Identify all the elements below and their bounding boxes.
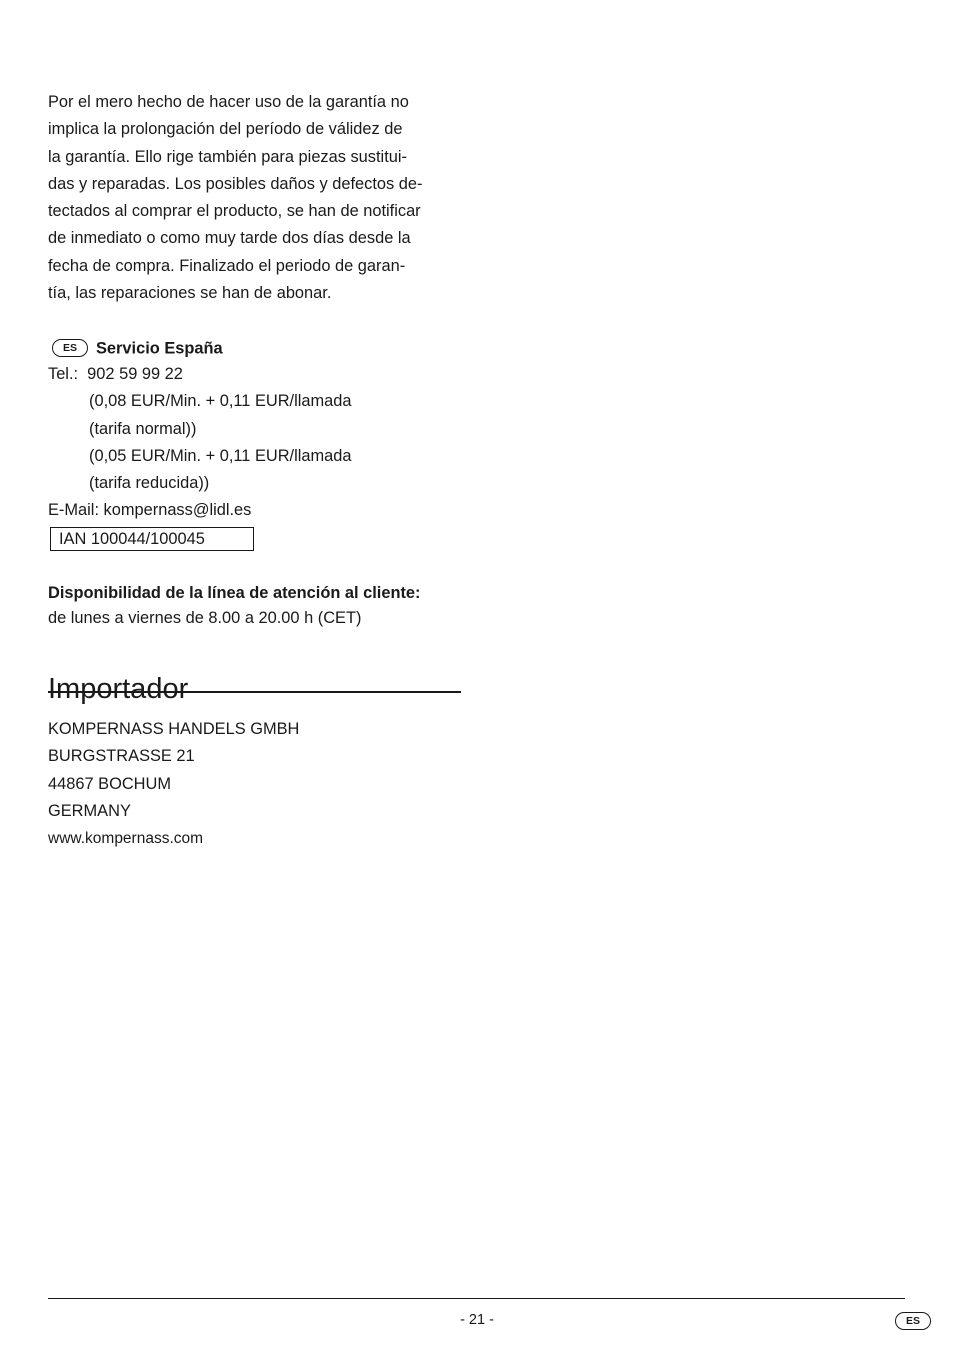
- importer-address: [48, 716, 299, 852]
- footer-divider: [48, 1298, 905, 1299]
- paragraph-line: de inmediato o como muy tarde dos días desde la: [48, 229, 411, 248]
- paragraph-line: das y reparadas. Los posibles daños y defectos de-: [48, 174, 423, 193]
- ian-box: IAN 100044/100045: [50, 527, 254, 551]
- paragraph-line: tía, las reparaciones se han de abonar.: [48, 284, 332, 303]
- address-line: GERMANY: [48, 801, 131, 820]
- country-badge-es: ES: [52, 339, 88, 357]
- service-title: Servicio España: [96, 339, 223, 358]
- paragraph-line: fecha de compra. Finalizado el periodo de garan-: [48, 256, 406, 275]
- importer-heading: Importador: [48, 673, 189, 706]
- rate-line: (0,08 EUR/Min. + 0,11 EUR/llamada: [89, 392, 352, 411]
- rate-line: (0,05 EUR/Min. + 0,11 EUR/llamada: [89, 446, 352, 465]
- paragraph-line: implica la prolongación del período de válidez de: [48, 120, 403, 139]
- phone-label: Tel.:: [48, 365, 79, 383]
- email-line: E-Mail: kompernass@lidl.es: [48, 501, 252, 520]
- service-heading: [48, 337, 223, 360]
- paragraph-line: la garantía. Ello rige también para piezas sustitui-: [48, 147, 407, 166]
- availability-heading: Disponibilidad de la línea de atención al cliente:: [48, 584, 421, 602]
- language-badge: ES: [895, 1312, 931, 1330]
- paragraph-line: tectados al comprar el producto, se han de notificar: [48, 202, 421, 221]
- phone-number: 902 59 99 22: [87, 365, 183, 383]
- rate-line: (tarifa normal)): [89, 419, 197, 438]
- service-contact: [48, 361, 352, 525]
- heading-divider: [48, 691, 461, 693]
- availability-text: de lunes a viernes de 8.00 a 20.00 h (CET): [48, 609, 362, 627]
- website-link[interactable]: www.kompernass.com: [48, 830, 204, 848]
- address-line: BURGSTRASSE 21: [48, 747, 195, 766]
- paragraph-line: Por el mero hecho de hacer uso de la garantía no: [48, 93, 409, 111]
- address-line: KOMPERNASS HANDELS GMBH: [48, 720, 300, 738]
- phone-line: [48, 361, 352, 388]
- address-line: 44867 BOCHUM: [48, 774, 171, 793]
- rate-line: (tarifa reducida)): [89, 474, 210, 493]
- page-number: - 21 -: [460, 1312, 494, 1328]
- warranty-paragraph: [48, 89, 461, 307]
